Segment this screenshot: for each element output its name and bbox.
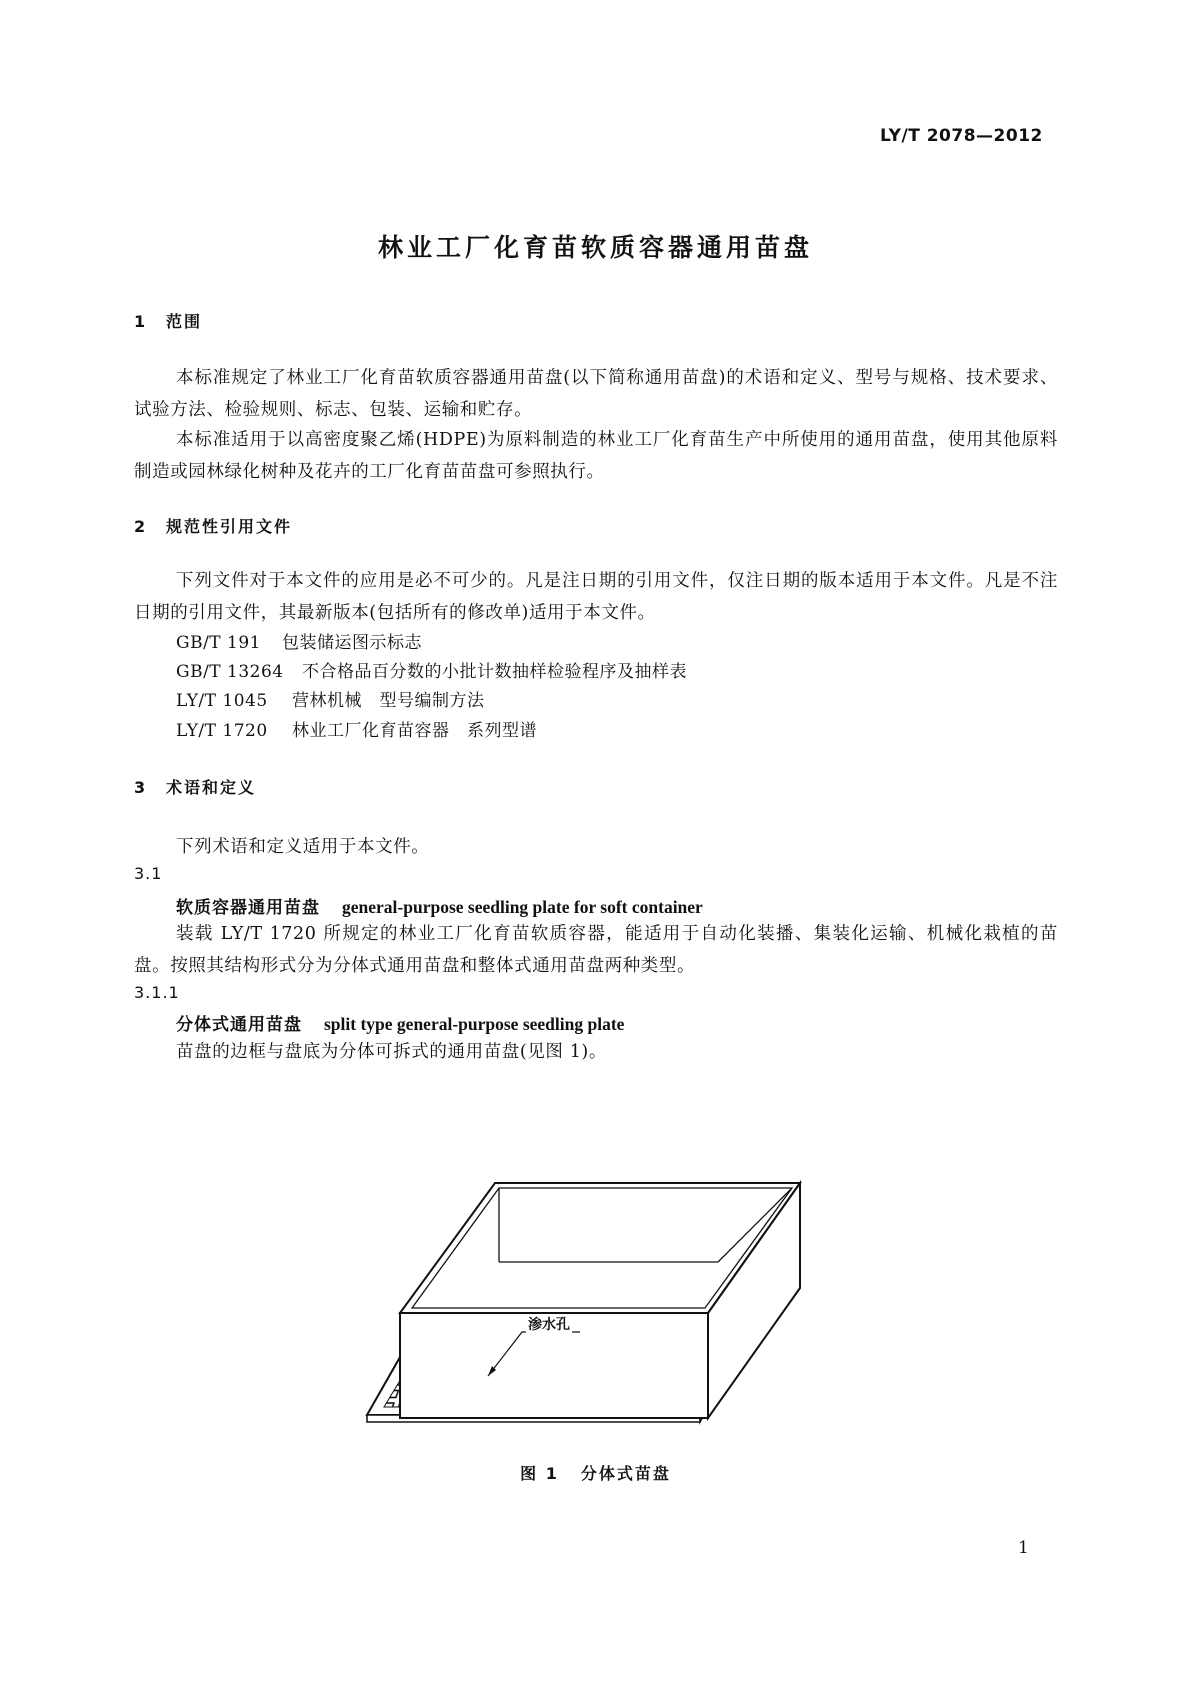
reference-title: 包装储运图示标志 <box>282 633 422 653</box>
reference-code: GB/T 13264 <box>176 662 284 682</box>
section-1-number: 1 <box>134 312 148 331</box>
frame-box <box>400 1183 800 1418</box>
term-3-1-1-definition: 苗盘的边框与盘底为分体可拆式的通用苗盘(见图 1)。 <box>176 1042 607 1062</box>
reference-code: GB/T 191 <box>176 633 261 653</box>
reference-code: LY/T 1720 <box>176 721 268 741</box>
section-3-title: 术语和定义 <box>166 778 257 797</box>
reference-code: LY/T 1045 <box>176 691 268 711</box>
page-number: 1 <box>1018 1538 1029 1558</box>
reference-title: 林业工厂化育苗容器 系列型谱 <box>292 721 537 741</box>
term-3-1-1-en: split type general-purpose seedling plate <box>324 1014 625 1034</box>
figure-1-caption <box>0 1461 1191 1484</box>
reference-title: 营林机械 型号编制方法 <box>292 691 485 711</box>
reference-title: 不合格品百分数的小批计数抽样检验程序及抽样表 <box>302 662 687 682</box>
figure-1-caption-number: 图 1 <box>520 1464 559 1483</box>
standard-number: LY/T 2078—2012 <box>880 126 1043 146</box>
section-3-number: 3 <box>134 778 148 797</box>
section-2-intro: 下列文件对于本文件的应用是必不可少的。凡是注日期的引用文件，仅注日期的版本适用于本文件。凡是不注日期的引用文件，其最新版本(包括所有的修改单)适用于本文件。 <box>134 571 1058 623</box>
section-1-paragraph-1: 本标准规定了林业工厂化育苗软质容器通用苗盘(以下简称通用苗盘)的术语和定义、型号与规格、技术要求、试验方法、检验规则、标志、包装、运输和贮存。 <box>134 368 1058 420</box>
term-3-1-en: general-purpose seedling plate for soft container <box>342 897 703 917</box>
section-3-intro: 下列术语和定义适用于本文件。 <box>176 837 430 857</box>
section-1-paragraph-2: 本标准适用于以高密度聚乙烯(HDPE)为原料制造的林业工厂化育苗生产中所使用的通用苗盘，使用其他原料制造或园林绿化树种及花卉的工厂化育苗苗盘可参照执行。 <box>134 430 1058 482</box>
figure-1-caption-text: 分体式苗盘 <box>580 1464 671 1483</box>
term-3-1-1-zh: 分体式通用苗盘 <box>176 1015 302 1035</box>
drain-hole-label: 渗水孔 <box>526 1314 572 1334</box>
clause-3-1-1-number: 3.1.1 <box>134 983 180 1002</box>
section-2-title: 规范性引用文件 <box>166 517 293 536</box>
document-title: 林业工厂化育苗软质容器通用苗盘 <box>377 233 813 262</box>
clause-3-1-number: 3.1 <box>134 864 163 883</box>
term-3-1-zh: 软质容器通用苗盘 <box>176 898 320 918</box>
term-3-1-definition: 装载 LY/T 1720 所规定的林业工厂化育苗软质容器，能适用于自动化装播、集装化运输、机械化栽植的苗盘。按照其结构形式分为分体式通用苗盘和整体式通用苗盘两种类型。 <box>134 924 1058 976</box>
section-2-number: 2 <box>134 517 148 536</box>
section-1-title: 范围 <box>166 312 203 331</box>
